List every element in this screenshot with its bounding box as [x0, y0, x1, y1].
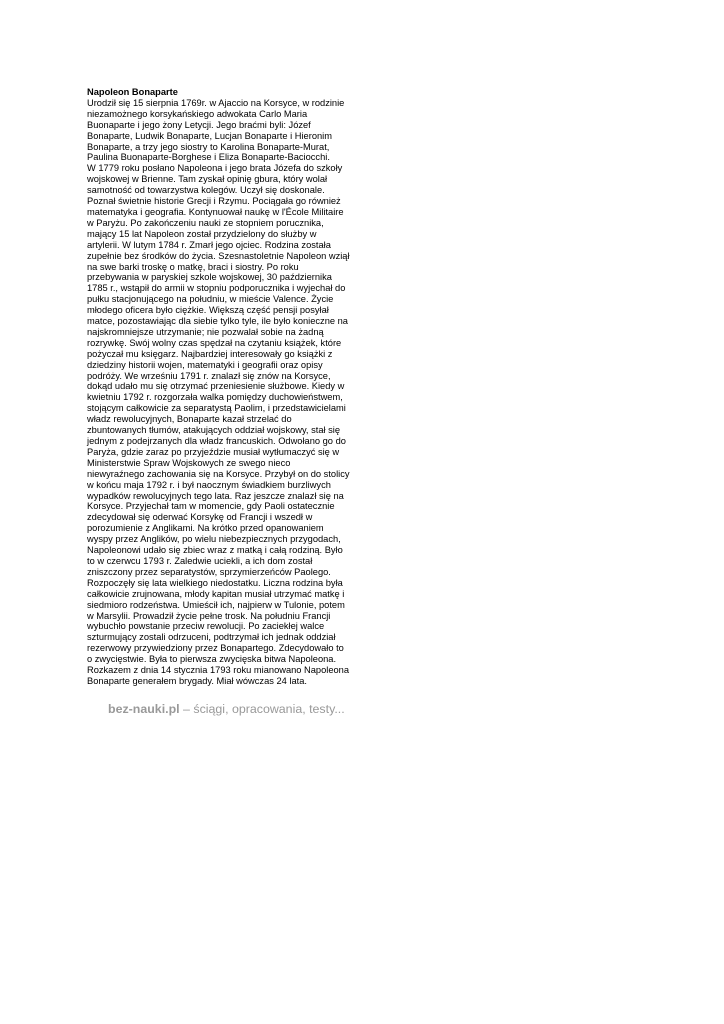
- footer-watermark: [108, 702, 345, 716]
- text-line: Korsyce. Przyjechał tam w momencie, gdy Paoli ostatecznie: [87, 501, 335, 512]
- text-line: o zwycięstwie. Była to pierwsza zwycięska bitwa Napoleona.: [87, 654, 337, 665]
- text-line: zniszczony przez separatystów, sprzymierzeńców Paolego.: [87, 566, 331, 577]
- text-line: matce, pozostawiając dla siebie tylko tyle, ile było konieczne na: [87, 316, 348, 327]
- text-line: władz rewolucyjnych, Bonaparte kazał strzelać do: [87, 414, 292, 425]
- text-line: Rozkazem z dnia 14 stycznia 1793 roku mianowano Napoleona: [87, 665, 350, 676]
- text-line: w Paryżu. Po zakończeniu nauki ze stopniem porucznika,: [87, 217, 324, 228]
- text-line: całkowicie zrujnowana, młody kapitan musiał utrzymać matkę i: [87, 588, 345, 599]
- text-line: dziedziny historii wojen, matematyki i geografii oraz opisy: [87, 359, 323, 370]
- text-line: porozumienie z Anglikami. Na krótko przed opanowaniem: [87, 523, 324, 534]
- text-line: w Marsylii. Prowadził życie pełne trosk. Na południu Francji: [87, 610, 331, 621]
- text-line: Ministerstwie Spraw Wojskowych ze swego nieco: [87, 457, 291, 468]
- text-line: Buonaparte i jego żony Letycji. Jego braćmi byli: Józef: [87, 119, 311, 130]
- text-line: Bonaparte, a trzy jego siostry to Karolina Bonaparte-Murat,: [87, 141, 330, 152]
- text-line: wyspy przez Anglików, po wielu niebezpiecznych przygodach,: [87, 534, 341, 545]
- text-line: szturmujący zostali odrzuceni, podtrzymał ich jednak oddział: [87, 632, 336, 643]
- text-line: Bonaparte generałem brygady. Miał wówczas 24 lata.: [87, 675, 307, 686]
- article-text: [87, 98, 377, 687]
- text-line: 1785 r., wstąpił do armii w stopniu podporucznika i wyjechał do: [87, 283, 346, 294]
- text-line: podróży. We wrześniu 1791 r. znalazł się znów na Korsyce,: [87, 370, 331, 381]
- text-line: zbuntowanych tłumów, atakujących oddział wojskowy, stał się: [87, 425, 341, 436]
- text-line: siedmioro rodzeństwa. Umieścił ich, najpierw w Tulonie, potem: [87, 599, 345, 610]
- text-line: przebywania w paryskiej szkole wojskowej, 30 października: [87, 272, 332, 283]
- text-line: w końcu maja 1792 r. i był naocznym świadkiem burzliwych: [87, 479, 331, 490]
- text-line: rezerwowy przywiedziony przez Bonapartego. Zdecydowało to: [87, 643, 344, 654]
- text-line: zupełnie bez środków do życia. Szesnastoletnie Napoleon wziął: [87, 250, 350, 261]
- text-line: mający 15 lat Napoleon został przydzielony do służby w: [87, 228, 317, 239]
- text-line: W 1779 roku posłano Napoleona i jego brata Józefa do szkoły: [87, 163, 343, 174]
- footer-brand: bez-nauki.pl: [108, 702, 180, 716]
- text-line: Bonaparte, Ludwik Bonaparte, Lucjan Bonaparte i Hieronim: [87, 130, 332, 141]
- footer-tagline: – ściągi, opracowania, testy...: [179, 702, 345, 716]
- text-line: Poznał świetnie historie Grecji i Rzymu. Pociągała go również: [87, 196, 341, 207]
- text-line: Urodził się 15 sierpnia 1769r. w Ajaccio na Korsyce, w rodzinie: [87, 97, 345, 108]
- text-line: matematyka i geografia. Kontynuował naukę w l'École Militaire: [87, 206, 344, 217]
- text-line: Paulina Buonaparte-Borghese i Eliza Bonaparte-Baciocchi.: [87, 152, 330, 163]
- text-line: najskromniejsze utrzymanie; nie pozwalał sobie na żadną: [87, 326, 324, 337]
- text-line: pożyczał mu księgarz. Najbardziej interesowały go książki z: [87, 348, 333, 359]
- text-line: to w czerwcu 1793 r. Zaledwie uciekli, a ich dom został: [87, 555, 313, 566]
- text-line: pułku stacjonującego na południu, w mieście Valence. Życie: [87, 294, 334, 305]
- text-line: niezamożnego korsykańskiego adwokata Carlo Maria: [87, 108, 308, 119]
- article-body: [87, 87, 377, 687]
- text-line: stojącym całkowicie za separatystą Paolim, i przedstawicielami: [87, 403, 346, 414]
- text-line: artylerii. W lutym 1784 r. Zmarł jego ojciec. Rodzina została: [87, 239, 331, 250]
- text-line: kwietniu 1792 r. rozgorzała walka pomiędzy duchowieństwem,: [87, 392, 343, 403]
- text-line: na swe barki troskę o matkę, braci i siostry. Po roku: [87, 261, 299, 272]
- text-line: Paryża, gdzie zaraz po przyjeździe musiał wytłumaczyć się w: [87, 446, 340, 457]
- text-line: Rozpoczęły się lata wielkiego niedostatku. Liczna rodzina była: [87, 577, 343, 588]
- text-line: jednym z podejrzanych dla władz francuskich. Odwołano go do: [87, 436, 346, 446]
- text-line: zdecydował się oderwać Korsykę od Francji i wszedł w: [87, 512, 313, 523]
- text-line: wybuchło powstanie przeciw rewolucji. Po zaciekłej walce: [87, 621, 325, 632]
- article-title: Napoleon Bonaparte: [87, 87, 178, 97]
- text-line: dokąd udało mu się otrzymać przeniesienie służbowe. Kiedy w: [87, 381, 345, 392]
- text-line: wypadków rewolucyjnych tego lata. Raz jeszcze znalazł się na: [87, 490, 344, 501]
- text-line: wojskowej w Brienne. Tam zyskał opinię gbura, który wolał: [87, 174, 328, 185]
- text-line: samotność od towarzystwa kolegów. Uczył się doskonale.: [87, 185, 325, 196]
- text-line: niewyraźnego zachowania się na Korsyce. Przybył on do stolicy: [87, 468, 350, 479]
- text-line: Napoleonowi udało się zbiec wraz z matką i całą rodziną. Było: [87, 545, 343, 556]
- text-line: rozrywkę. Swój wolny czas spędzał na czytaniu książek, które: [87, 337, 342, 348]
- text-line: młodego oficera było ciężkie. Większą część pensji posyłał: [87, 305, 329, 316]
